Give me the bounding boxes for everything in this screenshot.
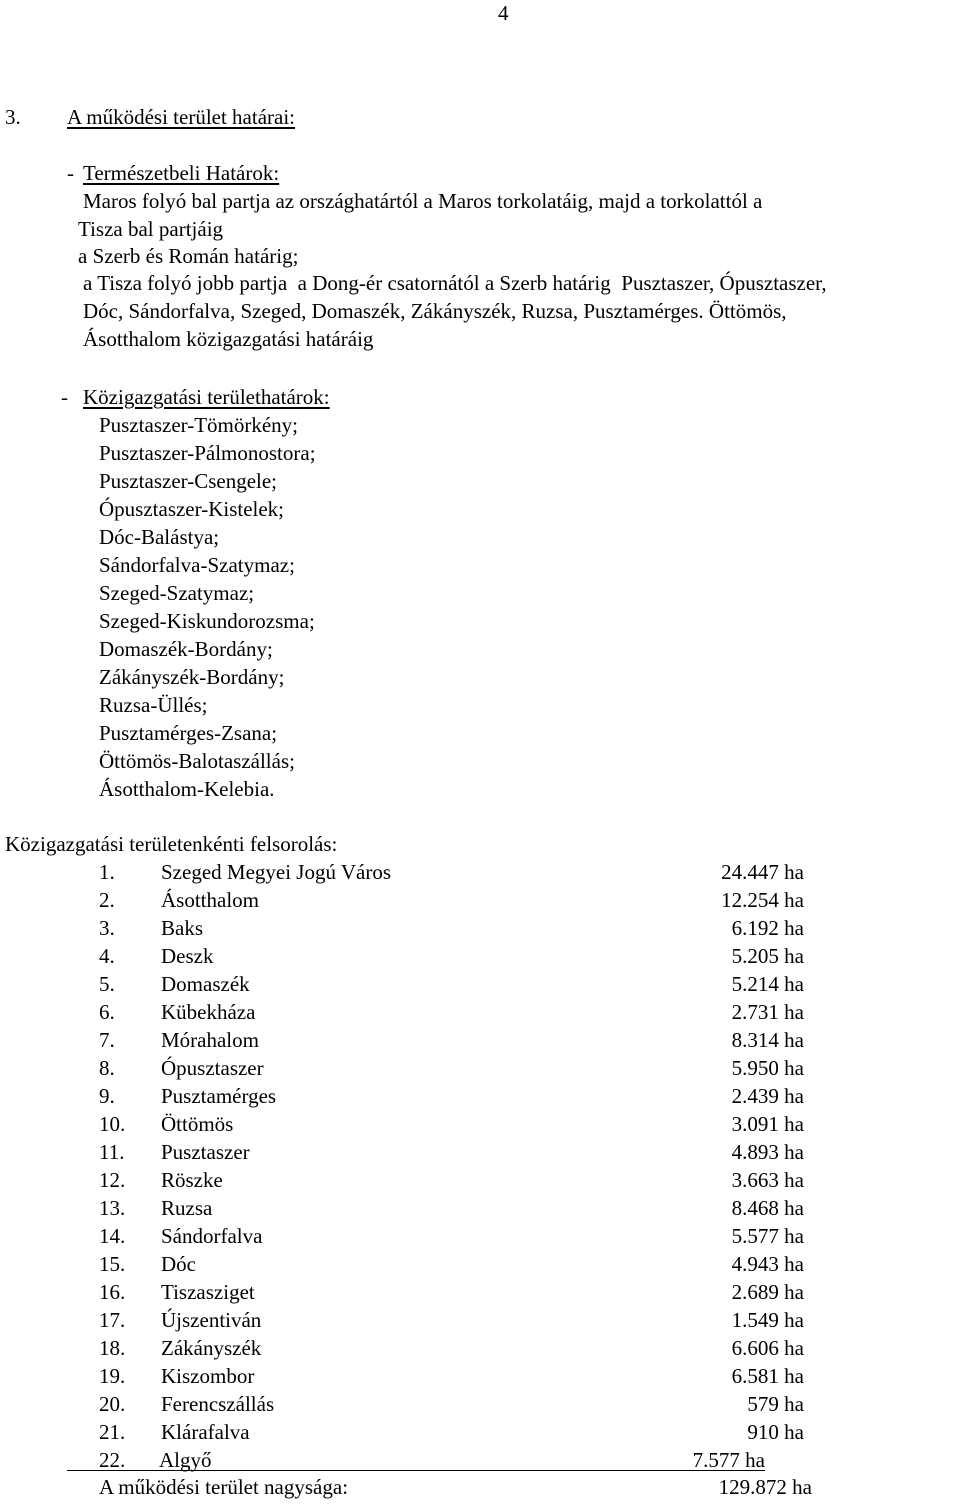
admin-border-item: Zákányszék-Bordány; (99, 665, 285, 689)
municipality-name: Mórahalom (161, 1028, 259, 1052)
row-number: 7. (99, 1028, 115, 1052)
natural-borders-heading: Természetbeli Határok: (83, 161, 280, 185)
natural-borders-line: Ásotthalom közigazgatási határáig (83, 327, 374, 351)
municipality-name: Kübekháza (161, 1000, 256, 1024)
municipality-name: Algyő (159, 1448, 212, 1472)
natural-borders-line: a Szerb és Román határig; (78, 244, 299, 268)
row-number: 13. (99, 1196, 126, 1220)
section-number: 3. (5, 105, 21, 129)
natural-borders-line: Tisza bal partjáig (78, 217, 224, 241)
natural-borders-line: Dóc, Sándorfalva, Szeged, Domaszék, Zákányszék, Ruzsa, Pusztamérges. Öttömös, (83, 299, 787, 323)
area-value: 6.581 ha (731, 1364, 804, 1388)
municipality-name: Ópusztaszer (161, 1056, 264, 1080)
admin-border-item: Pusztaszer-Pálmonostora; (99, 441, 316, 465)
natural-borders-dash: - (67, 161, 74, 185)
municipality-name: Deszk (161, 944, 214, 968)
area-value: 2.439 ha (731, 1084, 804, 1108)
area-value: 2.731 ha (731, 1000, 804, 1024)
area-value: 4.943 ha (731, 1252, 804, 1276)
admin-border-item: Pusztaszer-Tömörkény; (99, 413, 299, 437)
row-number: 17. (99, 1308, 126, 1332)
area-value: 6.192 ha (731, 916, 804, 940)
row-number: 1. (99, 860, 115, 884)
admin-border-item: Ópusztaszer-Kistelek; (99, 497, 285, 521)
municipality-name: Ásotthalom (161, 888, 259, 912)
admin-border-item: Öttömös-Balotaszállás; (99, 749, 295, 773)
admin-border-item: Sándorfalva-Szatymaz; (99, 553, 295, 577)
row-number: 19. (99, 1364, 126, 1388)
municipality-name: Tiszasziget (161, 1280, 255, 1304)
row-number: 4. (99, 944, 115, 968)
row-number: 16. (99, 1280, 126, 1304)
area-value: 24.447 ha (721, 860, 804, 884)
admin-border-item: Domaszék-Bordány; (99, 637, 273, 661)
area-value: 579 ha (747, 1392, 804, 1416)
row-number: 6. (99, 1000, 115, 1024)
area-value: 5.577 ha (731, 1224, 804, 1248)
total-label: A működési terület nagysága: (99, 1475, 349, 1499)
area-value: 3.663 ha (731, 1168, 804, 1192)
row-number: 9. (99, 1084, 115, 1108)
row-number: 11. (99, 1140, 125, 1164)
area-value: 5.205 ha (731, 944, 804, 968)
natural-borders-line: a Tisza folyó jobb partja a Dong-ér csatornától a Szerb határig Pusztaszer, Ópusztaszer, (83, 271, 827, 295)
area-value: 12.254 ha (721, 888, 804, 912)
admin-border-item: Ásotthalom-Kelebia. (99, 777, 275, 801)
municipality-name: Pusztamérges (161, 1084, 277, 1108)
area-value: 7.577 ha (692, 1448, 765, 1472)
admin-border-item: Szeged-Szatymaz; (99, 581, 255, 605)
municipality-name: Pusztaszer (161, 1140, 250, 1164)
municipality-name: Szeged Megyei Jogú Város (161, 860, 391, 884)
municipality-name: Ruzsa (161, 1196, 213, 1220)
row-number: 22. (99, 1448, 126, 1472)
area-value: 4.893 ha (731, 1140, 804, 1164)
row-number: 20. (99, 1392, 126, 1416)
municipality-name: Ferencszállás (161, 1392, 275, 1416)
municipality-name: Dóc (161, 1252, 196, 1276)
admin-borders-dash: - (61, 385, 68, 409)
municipality-name: Újszentiván (161, 1308, 262, 1332)
total-value: 129.872 ha (718, 1475, 812, 1499)
area-value: 8.314 ha (731, 1028, 804, 1052)
row-number: 2. (99, 888, 115, 912)
listing-heading: Közigazgatási területenkénti felsorolás: (5, 832, 338, 856)
municipality-name: Kiszombor (161, 1364, 255, 1388)
area-value: 1.549 ha (731, 1308, 804, 1332)
row-number: 14. (99, 1224, 126, 1248)
admin-border-item: Pusztaszer-Csengele; (99, 469, 278, 493)
row-number: 12. (99, 1168, 126, 1192)
admin-border-item: Dóc-Balástya; (99, 525, 220, 549)
municipality-name: Röszke (161, 1168, 223, 1192)
municipality-name: Öttömös (161, 1112, 234, 1136)
area-value: 2.689 ha (731, 1280, 804, 1304)
row-number: 8. (99, 1056, 115, 1080)
municipality-name: Zákányszék (161, 1336, 262, 1360)
row-number: 3. (99, 916, 115, 940)
area-value: 910 ha (747, 1420, 804, 1444)
natural-borders-line: Maros folyó bal partja az országhatártól a Maros torkolatáig, majd a torkolattól a (83, 189, 763, 213)
area-value: 6.606 ha (731, 1336, 804, 1360)
row-number: 18. (99, 1336, 126, 1360)
admin-border-item: Pusztamérges-Zsana; (99, 721, 278, 745)
area-value: 8.468 ha (731, 1196, 804, 1220)
section-title: A működési terület határai: (67, 105, 296, 129)
area-value: 5.214 ha (731, 972, 804, 996)
admin-border-item: Szeged-Kiskundorozsma; (99, 609, 315, 633)
area-value: 5.950 ha (731, 1056, 804, 1080)
row-number: 10. (99, 1112, 126, 1136)
total-separator-line (67, 1470, 765, 1471)
admin-borders-heading: Közigazgatási területhatárok: (83, 385, 330, 409)
row-number: 5. (99, 972, 115, 996)
municipality-name: Domaszék (161, 972, 250, 996)
municipality-name: Sándorfalva (161, 1224, 263, 1248)
municipality-name: Klárafalva (161, 1420, 250, 1444)
municipality-name: Baks (161, 916, 203, 940)
row-number: 15. (99, 1252, 126, 1276)
page-number: 4 (498, 1, 509, 25)
area-value: 3.091 ha (731, 1112, 804, 1136)
admin-border-item: Ruzsa-Üllés; (99, 693, 208, 717)
row-number: 21. (99, 1420, 126, 1444)
